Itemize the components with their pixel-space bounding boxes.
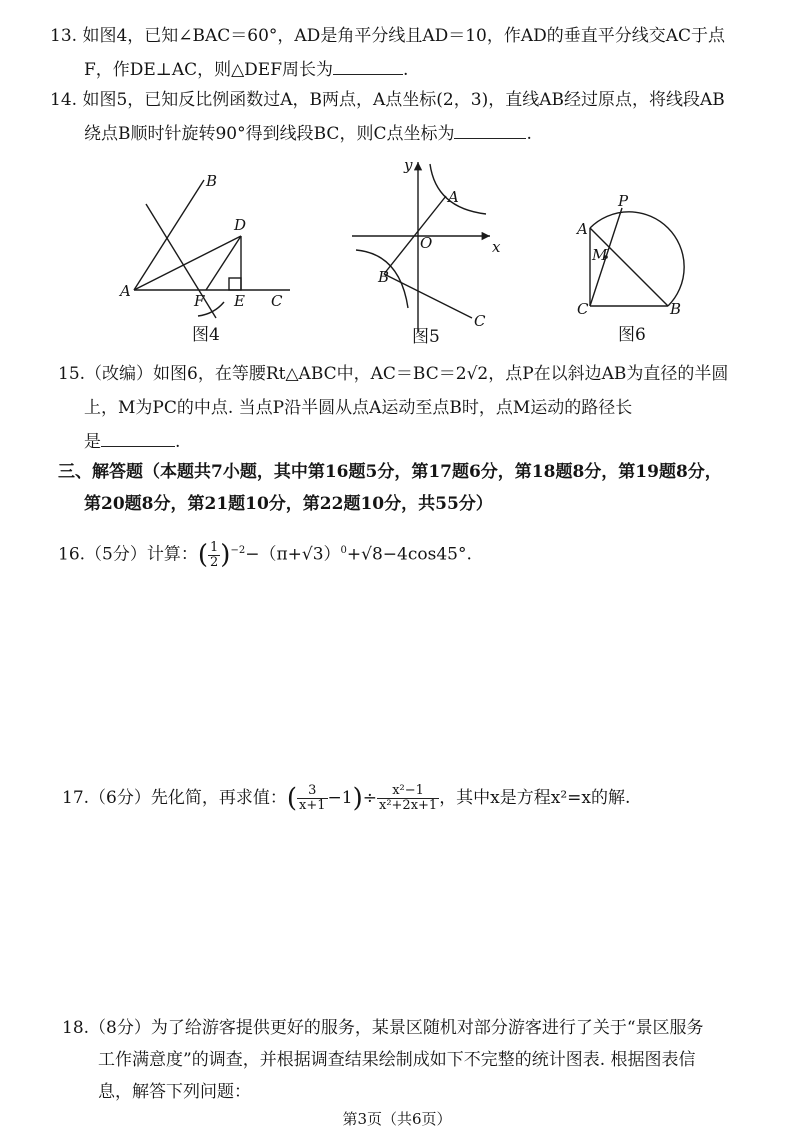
figure-4 (110, 168, 310, 352)
fig6-segment-ab (590, 228, 668, 306)
q16-term-b: +√8−4cos45°. (346, 544, 472, 565)
q16-fraction (208, 541, 220, 570)
q15-answer-blank[interactable] (101, 428, 175, 447)
fig5-line-ab (384, 196, 446, 274)
q14-line-2-end: . (526, 124, 532, 144)
q15-line-3-end: . (175, 432, 181, 452)
q17-f2-den: x²+2x+1 (378, 798, 438, 813)
fig6-label-b: B (670, 300, 682, 318)
q16-prefix: 16.（5分）计算： (58, 544, 198, 565)
fig5-label-x: x (492, 238, 501, 256)
q14-line-2-text: 绕点B顺时针旋转90°得到线段BC，则C点坐标为 (84, 124, 455, 144)
fig5-label-a: A (448, 188, 459, 206)
q17-f1-den: x+1 (299, 798, 326, 813)
q17-f2-num: x²−1 (377, 784, 439, 799)
fig4-label-b: B (206, 172, 218, 190)
q17-minus-one: −1 (327, 788, 353, 808)
q13-line-2 (84, 56, 408, 82)
q17-fraction-2 (377, 784, 439, 813)
q16-exponent-0: 0 (340, 545, 347, 556)
q17-suffix: ，其中x是方程x²=x的解. (439, 788, 631, 808)
q16-exponent: −2 (230, 545, 246, 556)
fig5-segment-bc (384, 274, 472, 318)
q13-line-2-end: . (403, 60, 409, 80)
figure-6 (568, 186, 698, 352)
fig4-label-e: E (234, 292, 245, 310)
fig5-label-y: y (404, 156, 413, 174)
q15-line-2: 上，M为PC的中点. 当点P沿半圆从点A运动至点B时，点M运动的路径长 (84, 398, 633, 418)
q13-line-2-text: F，作DE⊥AC，则△DEF周长为 (84, 60, 334, 80)
q13-answer-blank[interactable] (333, 56, 403, 75)
fig5-label-b: B (378, 268, 390, 286)
fig4-label-c: C (271, 292, 283, 310)
q16-expression: 16.（5分）计算：( $\frac{1}{2}$ )$^{-2}-(\pi+√3)^0+√8-4\cos 45^\circ$. (58, 539, 472, 571)
fig4-label-a: A (120, 282, 131, 300)
page-footer: 第3页（共6页） (342, 1110, 452, 1128)
q16-term-a: −（π+√3） (245, 544, 341, 565)
q17-f1-num: 3 (297, 784, 328, 799)
fig4-segment-ad (134, 236, 241, 290)
fig6-label-a: A (577, 220, 588, 238)
q17-divide-sign: ÷ (362, 788, 377, 808)
fig4-label-f: F (194, 292, 205, 310)
fig4-label-d: D (234, 216, 247, 234)
q18-line-3: 息，解答下列问题： (98, 1082, 251, 1102)
fig4-caption: 图4 (192, 325, 220, 345)
q17-prefix: 17.（6分）先化简，再求值： (62, 788, 287, 808)
section-3-header-line-1: 三、解答题（本题共7小题，其中第16题5分，第17题6分，第18题8分，第19题8分， (58, 462, 722, 482)
fig6-label-m: M (592, 246, 608, 264)
q18-line-2: 工作满意度”的调查，并根据调查结果绘制成如下不完整的统计图表. 根据图表信 (98, 1050, 696, 1070)
section-3-header-line-2: 第20题8分，第21题10分，第22题10分，共55分） (84, 494, 493, 514)
fig6-label-p: P (618, 192, 629, 210)
figure-5 (340, 150, 520, 352)
fig5-caption: 图5 (412, 327, 440, 347)
fig5-label-c: C (474, 312, 486, 330)
q18-line-1: 18.（8分）为了给游客提供更好的服务，某景区随机对部分游客进行了关于“景区服务 (62, 1018, 704, 1038)
fig6-caption: 图6 (618, 325, 646, 345)
q13-line-1: 13. 如图4，已知∠BAC＝60°，AD是角平分线且AD＝10，作AD的垂直平分线交AC于点 (50, 26, 726, 46)
q17-expression: 17.（6分）先化简，再求值：( $\frac{3}{x+1}$ −1)÷ $\frac{\text{x²−1}}{\text{x²+2x+1}}$ ，其中x是方程x²=x的解. (62, 783, 631, 814)
q15-line-3 (84, 428, 180, 454)
q15-line-3-text: 是 (84, 432, 101, 452)
fig4-perpendicular-bisector (146, 204, 216, 318)
q14-line-2 (84, 120, 532, 146)
q16-frac-den: 2 (210, 554, 219, 570)
q14-answer-blank[interactable] (454, 120, 526, 139)
q17-fraction-1 (297, 784, 328, 813)
fig4-right-angle-mark (229, 278, 241, 290)
fig5-label-o: O (420, 234, 433, 252)
fig4-ray-ab (134, 180, 204, 290)
q16-frac-num: 1 (210, 539, 219, 555)
q15-line-1: 15.（改编）如图6，在等腰Rt△ABC中，AC＝BC＝2√2，点P在以斜边AB为直径的半圆 (58, 364, 729, 384)
q14-line-1: 14. 如图5，已知反比例函数过A，B两点，A点坐标(2，3)，直线AB经过原点，将线段AB (50, 90, 725, 110)
fig6-label-c: C (577, 300, 589, 318)
